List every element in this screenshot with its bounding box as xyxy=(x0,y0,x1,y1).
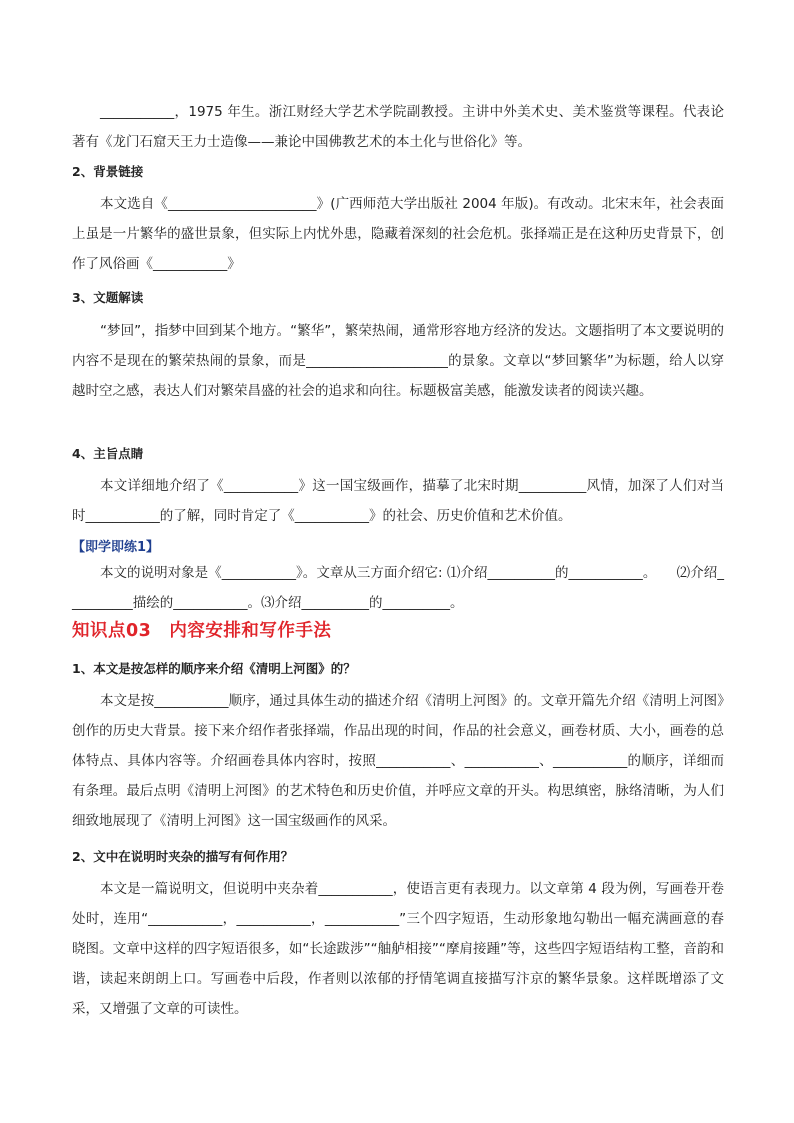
question-1-paragraph: 本文是按___________顺序，通过具体生动的描述介绍《清明上河图》的。文章开篇先介绍《清明上河图》创作的历史大背景。接下来介绍作者张择端，作品出现的时间，作品的社会意义，画卷材质、大小，画卷的总体特点、具体内容等。介绍画卷具体内容时，按照___________、___________、___________的顺序，详细而有条理。最后点明《清明上河图》的艺术特色和历史价值，并呼应文章的开头。构思缜密，脉络清晰，为人们细致地展现了《清明上河图》这一国宝级画作的风采。 xyxy=(72,693,724,829)
background-link-heading: 2、背景链接 xyxy=(72,164,144,179)
practice-exercise-paragraph: 本文的说明对象是《___________》。文章从三方面介绍它: ⑴介绍__________的___________。 ⑵介绍__________描绘的___________。⑶介绍__________的__________。 xyxy=(72,565,724,611)
question-2-paragraph: 本文是一篇说明文，但说明中夹杂着___________，使语言更有表现力。以文章第 4 段为例，写画卷开卷处时，连用“___________，___________，___________”三个四字短语，生动形象地勾勒出一幅充满画意的春晓图。文章中这样的四字短语很多，如“长途跋涉”“舳舻相接”“摩肩接踵”等，这些四字短语结构工整，音韵和谐，读起来朗朗上口。写画卷中后段，作者则以浓郁的抒情笔调直接描写汴京的繁华景象。这样既增添了文采，又增强了文章的可读性。 xyxy=(72,881,724,1017)
author-intro-paragraph: ___________，1975 年生。浙江财经大学艺术学院副教授。主讲中外美术史、美术鉴赏等课程。代表论著有《龙门石窟天王力士造像——兼论中国佛教艺术的本土化与世俗化》等。 xyxy=(72,104,724,150)
main-idea-paragraph: 本文详细地介绍了《___________》这一国宝级画作，描摹了北宋时期__________风情，加深了人们对当时___________的了解，同时肯定了《___________》的社会、历史价值和艺术价值。 xyxy=(72,478,724,524)
title-interpretation-paragraph: “梦回”，指梦中回到某个地方。“繁华”，繁荣热闹，通常形容地方经济的发达。文题指明了本文要说明的内容不是现在的繁荣热闹的景象，而是_____________________的景象。文章以“梦回繁华”为标题，给人以穿越时空之感，表达人们对繁荣昌盛的社会的追求和向往。标题极富美感，能激发读者的阅读兴趣。 xyxy=(72,323,724,399)
practice-exercise-label: 【即学即练1】 xyxy=(72,540,160,555)
question-1-heading: 1、本文是按怎样的顺序来介绍《清明上河图》的？ xyxy=(72,661,356,676)
title-interpretation-heading: 3、文题解读 xyxy=(72,290,144,305)
background-link-paragraph: 本文选自《______________________》(广西师范大学出版社 2004 年版)。有改动。北宋末年，社会表面上虽是一片繁华的盛世景象，但实际上内忧外患，隐藏着深刻的社会危机。张择端正是在这种历史背景下，创作了风俗画《___________》 xyxy=(72,196,724,272)
question-2-heading: 2、文中在说明时夹杂的描写有何作用？ xyxy=(72,849,294,864)
main-idea-heading: 4、主旨点睛 xyxy=(72,446,144,461)
knowledge-point-heading: 知识点03 内容安排和写作手法 xyxy=(72,621,332,641)
